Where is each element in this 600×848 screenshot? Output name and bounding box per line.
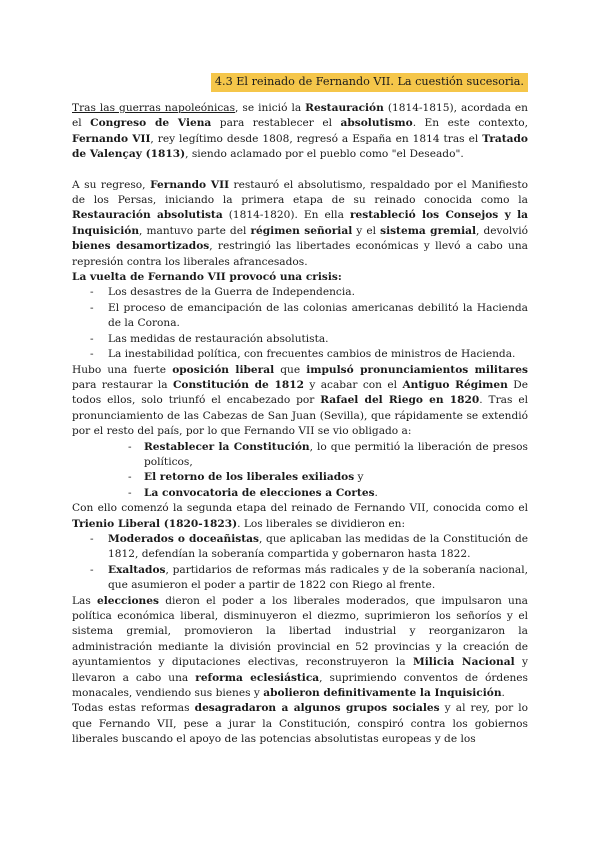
bold-term: Antiguo Régimen — [402, 378, 508, 391]
heading-crisis: La vuelta de Fernando VII provocó una crisis: — [72, 271, 342, 284]
text-span: restauró el absolutismo, respaldado por el Manifiesto de los Persas, iniciando la primera etapa de su reinado conocida como la — [72, 178, 528, 207]
bold-term: absolutismo — [340, 117, 413, 130]
text-span: , que aplicaban las medidas de la Constitución de 1812, defendían la soberanía compartida y gobernaron hasta 1822. — [108, 532, 528, 561]
paragraph-restauracion — [72, 101, 528, 163]
text-span: y al rey, por lo que Fernando VII, pese a jurar la Constitución, conspiró contra los gobiernos liberales buscando el apoyo de las potencias absolutistas europeas y de los — [72, 702, 529, 746]
crisis-list — [72, 285, 528, 362]
list-item: - Los desastres de la Guerra de Independencia. — [72, 285, 528, 300]
text-span: (1814-1815), acordada en el — [72, 102, 528, 130]
text-span: y el — [352, 224, 381, 237]
list-item — [72, 486, 528, 501]
bold-term: El retorno de los liberales exiliados — [144, 471, 355, 484]
bold-term: Restauración — [305, 102, 384, 114]
text-span: , se inició la — [235, 102, 306, 114]
bold-term: Milicia Nacional — [413, 656, 515, 669]
text-span: , devolvió — [476, 224, 529, 237]
bold-term: régimen señorial — [250, 224, 353, 237]
list-item — [72, 532, 528, 563]
text-span: y llevaron a cabo una — [72, 656, 529, 684]
list-item: - El proceso de emancipación de las colonias americanas debilitó la Hacienda de la Corona. — [72, 301, 528, 332]
paragraph-regreso — [72, 178, 528, 270]
bold-term: Moderados o doceañistas — [108, 532, 259, 545]
text-span: que — [274, 363, 307, 376]
page-title: 4.3 El reinado de Fernando VII. La cuestión sucesoria. — [211, 73, 528, 92]
factions-list — [72, 532, 528, 594]
text-span: Hubo una fuerte — [72, 363, 173, 376]
list-item: - Las medidas de restauración absolutista. — [72, 332, 528, 347]
text-span: , restringió las libertades económicas y llevó a cabo una represión contra los liberales afrancesados. — [72, 240, 528, 268]
bold-term: Rafael del Riego en 1820 — [320, 394, 480, 407]
bold-term: abolieron definitivamente la Inquisición — [263, 687, 502, 700]
paragraph-reformas — [72, 701, 528, 747]
bold-term: Fernando VII — [72, 132, 151, 145]
list-item: - La inestabilidad política, con frecuentes cambios de ministros de Hacienda. — [72, 347, 528, 362]
text-span: De todos ellos, solo triunfó el encabezado por — [72, 378, 528, 407]
bold-term: Exaltados — [108, 563, 166, 576]
bold-term: Restablecer la Constitución — [144, 440, 310, 453]
bold-term: oposición liberal — [172, 363, 275, 376]
paragraph-trienio — [72, 501, 528, 532]
text-span: y acabar con el — [303, 378, 403, 391]
text-span: . — [501, 687, 505, 700]
text-span: , partidarios de reformas más radicales y de la soberanía nacional, que asumieron el poder a partir de 1822 con Riego al frente. — [108, 563, 528, 592]
text-span: Todas estas reformas — [72, 702, 195, 715]
bold-term: Fernando VII — [150, 178, 230, 191]
list-item — [72, 440, 528, 471]
bold-term: bienes desamortizados — [72, 240, 210, 253]
list-item — [72, 563, 528, 594]
text-span: y — [354, 471, 364, 484]
bold-term: impulsó pronunciamientos militares — [306, 363, 529, 376]
text-span: para restablecer el — [211, 117, 341, 130]
bold-term: Tratado de Valençay (1813) — [72, 132, 528, 161]
text-span: para restaurar la — [72, 378, 173, 391]
document-body — [72, 101, 528, 748]
text-span: Las — [72, 594, 98, 607]
title-wrap — [0, 70, 528, 92]
text-span: , suprimiendo conventos de órdenes monacales, vendiendo sus bienes y — [72, 671, 528, 700]
text-span: , siendo aclamado por el pueblo como "el Deseado". — [185, 148, 464, 161]
text-span: . — [374, 486, 378, 499]
text-span: . En este contexto, — [412, 117, 528, 130]
text-span: (1814-1820). En ella — [222, 209, 350, 222]
text-span: . Tras el pronunciamiento de las Cabezas de San Juan (Sevilla), que rápidamente se extendió por el resto del país, por lo que Fernando VII se vio obligado a: — [72, 394, 528, 438]
bold-term: Constitución de 1812 — [172, 378, 304, 391]
obliged-list — [72, 440, 528, 502]
bold-term: La convocatoria de elecciones a Cortes — [144, 486, 375, 499]
bold-term: elecciones — [97, 594, 159, 607]
text-span: , mantuvo parte del — [139, 224, 251, 237]
bold-term: reforma eclesiástica — [195, 671, 320, 684]
text-span: Tras las guerras napoleónicas — [72, 102, 236, 114]
text-span: , rey legítimo desde 1808, regresó a España en 1814 tras el — [150, 132, 483, 145]
list-item — [72, 470, 528, 485]
bold-term: sistema gremial — [380, 224, 477, 237]
bold-term: Restauración absolutista — [72, 209, 223, 222]
bold-term: Congreso de Viena — [90, 117, 212, 130]
paragraph-oposicion — [72, 363, 528, 440]
text-span: dieron el poder a los liberales moderados, que impulsaron una política económica liberal, disminuyeron el diezmo, suprimieron los señoríos y el sistema gremial, promovieron la libertad industrial y reorganizaron la administración mediante la división provincial en 52 provincias y la creación de ayuntamientos y diputaciones electivas, reconstruyeron la — [72, 594, 529, 669]
text-span: . Los liberales se dividieron en: — [237, 517, 406, 530]
bold-term: Trienio Liberal (1820-1823) — [72, 517, 238, 530]
paragraph-elecciones — [72, 594, 528, 702]
text-span: A su regreso, — [72, 178, 151, 191]
text-span: Con ello comenzó la segunda etapa del reinado de Fernando VII, conocida como el — [72, 502, 528, 515]
text-span: , lo que permitió la liberación de presos políticos, — [144, 440, 528, 468]
spacer — [72, 163, 528, 178]
bold-term: restableció los Consejos y la Inquisición — [72, 209, 529, 237]
bold-term: desagradaron a algunos grupos sociales — [194, 702, 440, 715]
